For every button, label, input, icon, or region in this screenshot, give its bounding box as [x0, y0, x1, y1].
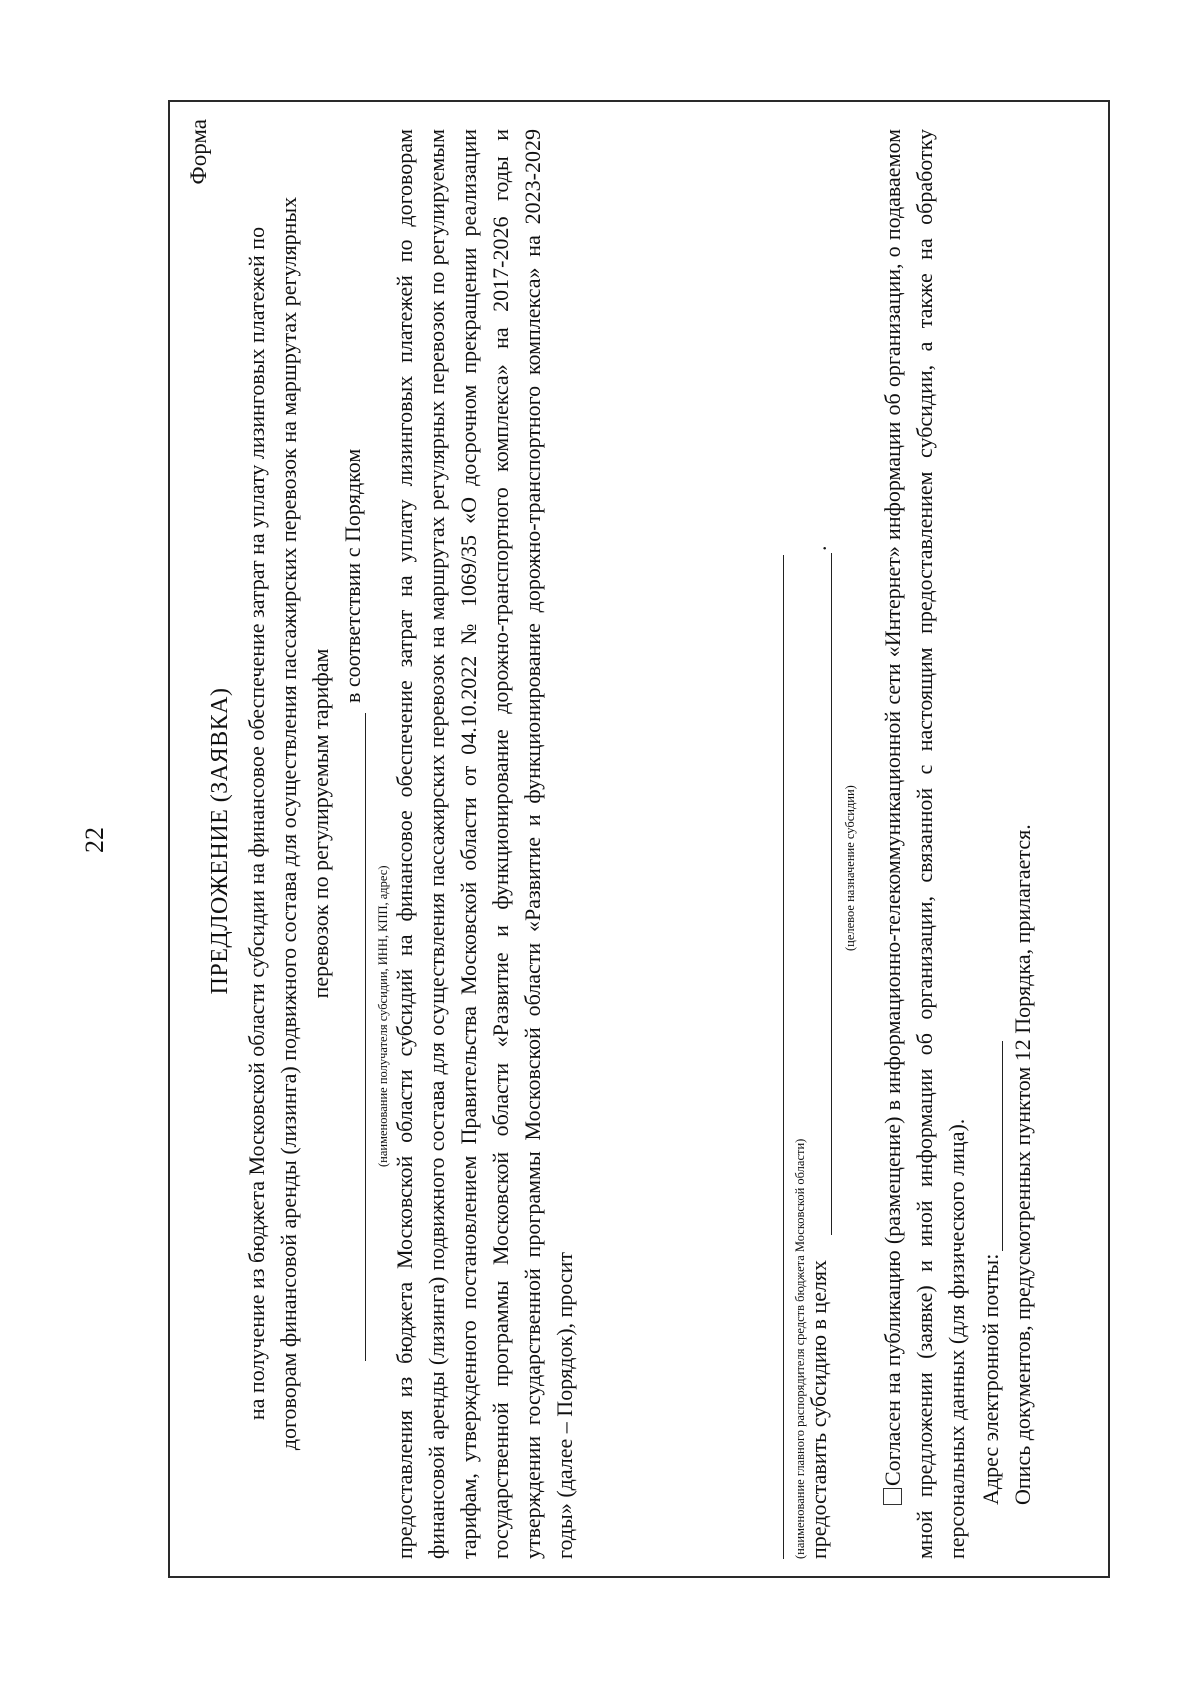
form-label: Форма [186, 119, 211, 185]
inventory-note: Опись документов, предусмотренных пунктом 12 Порядка, прилагается. [1010, 824, 1035, 1505]
purpose-caption: (целевое назначение субсидии) [843, 785, 857, 951]
email-label: Адрес электронной почты: [978, 1253, 1003, 1505]
form-subtitle: на получение из бюджета Московской области субсидии на финансовое обеспечение затрат на уплату лизинговых платежей по договорам финансовой аренды (лизинга) подвижного состава для осуществления пассажирских перевозок на маршрутах регулярных перевозок по регулируемым тарифам [244, 196, 333, 1451]
applicant-input-line[interactable] [365, 713, 366, 1361]
distributor-input-line[interactable] [783, 555, 784, 1559]
consent-paragraph [877, 129, 973, 1559]
email-input-line[interactable] [1002, 1041, 1003, 1251]
purpose-end: . [806, 545, 831, 551]
consent-text: Согласен на публикацию (размещение) в информационно-телекоммуникационной сети «Интернет» информации об организации, о подаваемом мной предложении (заявке) и иной информации об организации, связанной с настоящим предоставлением субсидии, а также на обработку персональных данных (для физического лица). [880, 129, 969, 1559]
applicant-suffix: в соответствии с Порядком [340, 448, 365, 703]
distributor-caption: (наименование главного распорядителя средств бюджета Московской области) [793, 1138, 807, 1559]
form-content [185, 117, 1097, 1565]
main-paragraph: предоставления из бюджета Московской области субсидий на финансовое обеспечение затрат на уплату лизинговых платежей по договорам финансовой аренды (лизинга) подвижного состава для осуществления пассажирских перевозок на маршрутах регулярных перевозок по регулируемым тарифам, утвержденного постановлением Правительства Московской области от 04.10.2022 № 1069/35 «О досрочном прекращении реализации государственной программы Московской области «Развитие и функционирование дорожно-транспортного комплекса» на 2017-2026 годы и утверждении государственной программы Московской области «Развитие и функционирование дорожно-транспортного комплекса» на 2023-2029 годы» (далее – Порядок), просит [392, 129, 577, 1559]
consent-checkbox[interactable] [883, 1488, 902, 1505]
purpose-input-line[interactable] [831, 553, 832, 1235]
applicant-caption: (наименование получателя субсидии, ИНН, КПП, адрес) [376, 865, 390, 1167]
page-number: 22 [80, 827, 109, 853]
form-title: ПРЕДЛОЖЕНИЕ (ЗАЯВКА) [207, 687, 233, 995]
form-frame [168, 100, 1110, 1578]
purpose-prefix: предоставить субсидию в целях [806, 1259, 831, 1559]
